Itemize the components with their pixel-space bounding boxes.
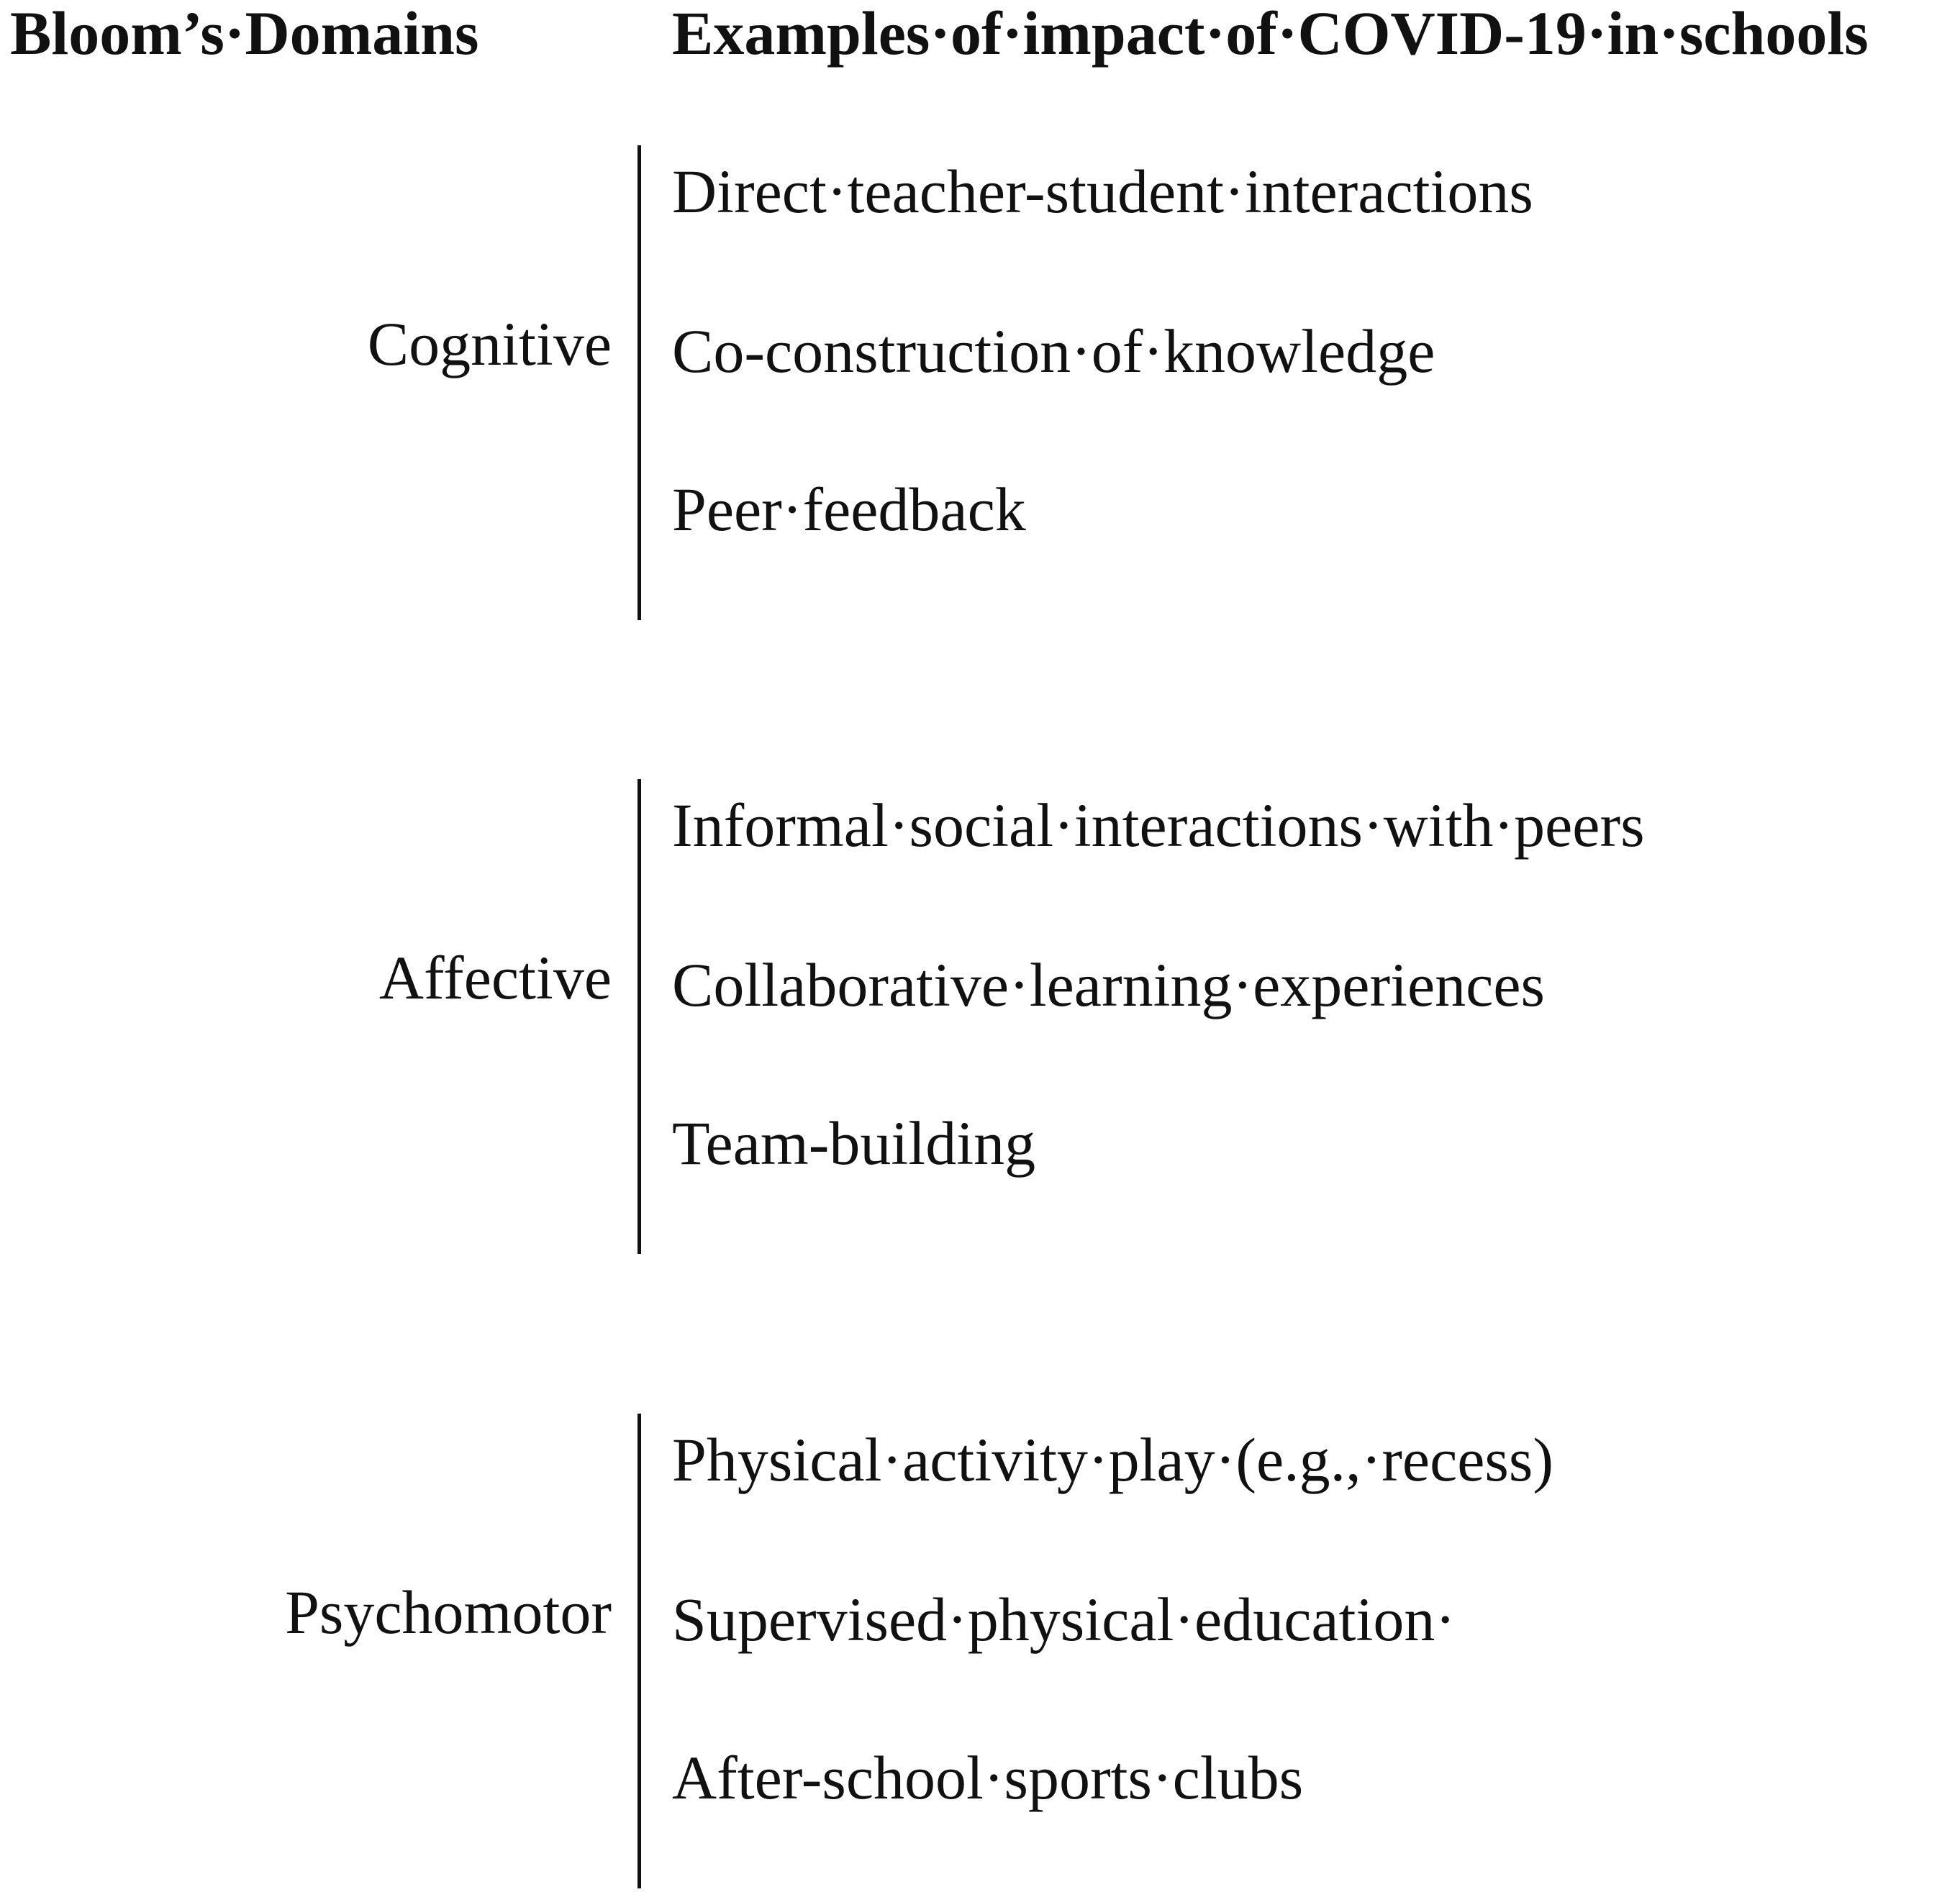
example-item: Informal·social·interactions·with·peers bbox=[672, 791, 1645, 860]
domain-label-psychomotor: Psychomotor bbox=[285, 1578, 612, 1647]
example-item: Collaborative·learning·experiences bbox=[672, 950, 1545, 1019]
domain-label-cognitive: Cognitive bbox=[367, 309, 612, 378]
examples-column-header: Examples·of·impact·of·COVID-19·in·schools bbox=[672, 0, 1869, 68]
domains-column-header: Bloom’s·Domains bbox=[10, 0, 479, 68]
domain-label-affective: Affective bbox=[378, 943, 612, 1012]
example-item: Supervised·physical·education· bbox=[672, 1585, 1456, 1654]
example-item: Team-building bbox=[672, 1109, 1036, 1178]
group-divider-line bbox=[638, 1414, 641, 1888]
example-item: Physical·activity·play·(e.g.,·recess) bbox=[672, 1425, 1553, 1494]
group-divider-line bbox=[638, 779, 641, 1254]
example-item: Direct·teacher-student·interactions bbox=[672, 157, 1533, 226]
domain-group-cognitive bbox=[0, 145, 1960, 620]
domain-group-psychomotor bbox=[0, 1414, 1960, 1888]
group-divider-line bbox=[638, 145, 641, 620]
example-item: Peer·feedback bbox=[672, 475, 1026, 544]
example-item: Co-construction·of·knowledge bbox=[672, 317, 1435, 386]
domain-group-affective bbox=[0, 779, 1960, 1254]
example-item: After-school·sports·clubs bbox=[672, 1743, 1304, 1812]
